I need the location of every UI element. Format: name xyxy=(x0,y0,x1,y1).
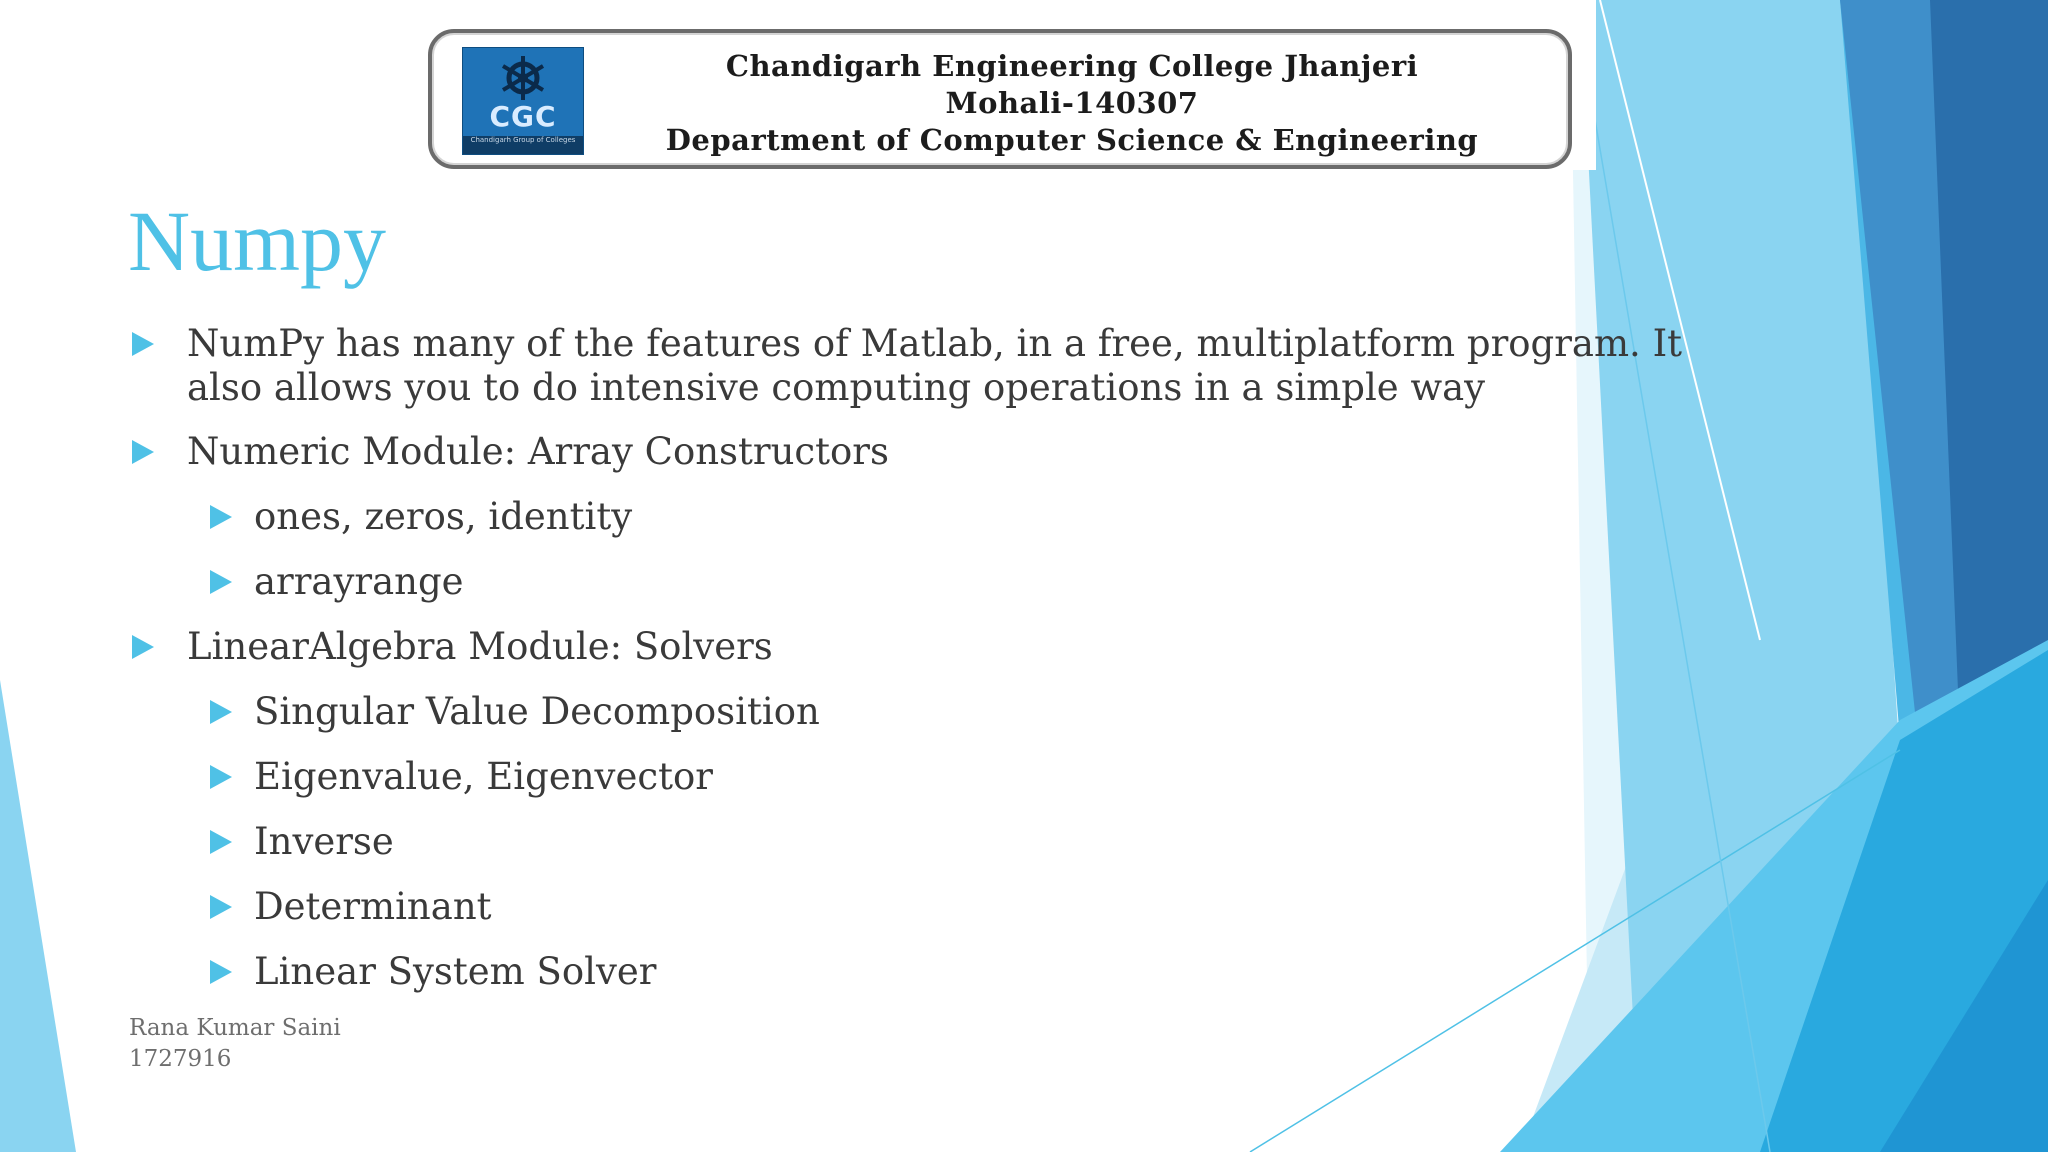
triangle-bullet-icon xyxy=(210,505,232,529)
student-id: 1727916 xyxy=(129,1046,232,1072)
sub-bullet-item xyxy=(130,560,1710,604)
bullet-text: Inverse xyxy=(254,820,394,863)
sub-bullet-item xyxy=(130,495,1710,539)
bullet-item xyxy=(130,322,1710,410)
bullet-text: Eigenvalue, Eigenvector xyxy=(254,755,713,798)
bullet-list xyxy=(130,322,1710,994)
author-name: Rana Kumar Saini xyxy=(129,1015,341,1041)
sub-bullet-item xyxy=(130,820,1710,864)
logo-text: CGC xyxy=(489,100,557,133)
header-address: Mohali-140307 xyxy=(945,86,1199,120)
slide-footer xyxy=(129,1013,341,1075)
triangle-bullet-icon xyxy=(132,332,154,356)
triangle-bullet-icon xyxy=(132,440,154,464)
bullet-item xyxy=(130,625,1710,669)
triangle-bullet-icon xyxy=(210,895,232,919)
snowflake-gear-icon xyxy=(493,54,553,102)
header-college-name: Chandigarh Engineering College Jhanjeri xyxy=(725,49,1419,83)
triangle-bullet-icon xyxy=(210,570,232,594)
bullet-text: Determinant xyxy=(254,885,492,928)
sub-bullet-item xyxy=(130,950,1710,994)
triangle-bullet-icon xyxy=(210,700,232,724)
college-header-banner xyxy=(428,29,1572,169)
triangle-bullet-icon xyxy=(210,830,232,854)
triangle-bullet-icon xyxy=(210,765,232,789)
bullet-text: LinearAlgebra Module: Solvers xyxy=(187,625,773,668)
bullet-text: Numeric Module: Array Constructors xyxy=(187,430,889,473)
left-facet xyxy=(0,680,76,1152)
header-department: Department of Computer Science & Engineering xyxy=(665,123,1479,157)
slide-title: Numpy xyxy=(128,193,386,289)
cgc-logo xyxy=(462,47,584,155)
triangle-bullet-icon xyxy=(132,635,154,659)
triangle-bullet-icon xyxy=(210,960,232,984)
bullet-text: Linear System Solver xyxy=(254,950,657,993)
bullet-text: ones, zeros, identity xyxy=(254,495,633,538)
sub-bullet-item xyxy=(130,885,1710,929)
bullet-text: arrayrange xyxy=(254,560,464,603)
bullet-text: NumPy has many of the features of Matlab, in a free, multiplatform program. It also allows you to do intensive computing operations in a simple way xyxy=(187,322,1683,409)
logo-strip: Chandigarh Group of Colleges xyxy=(463,136,583,154)
sub-bullet-item xyxy=(130,755,1710,799)
bullet-text: Singular Value Decomposition xyxy=(254,690,820,733)
sub-bullet-item xyxy=(130,690,1710,734)
bullet-item xyxy=(130,430,1710,474)
